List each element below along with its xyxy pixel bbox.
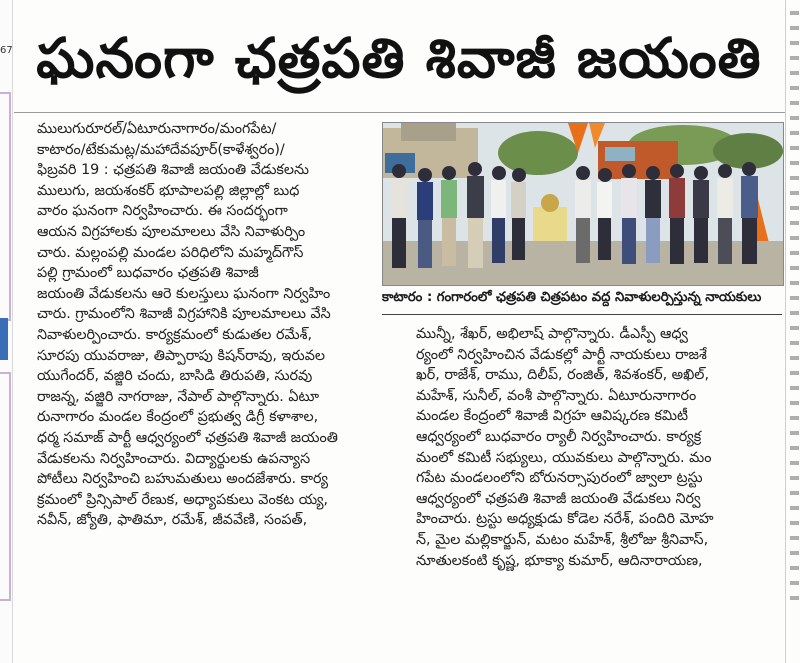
article-line: పోటీలు నిర్వహించి బహుమతులు అందజేశారు. కార్య	[37, 471, 329, 488]
caption-divider	[382, 314, 782, 315]
border-fragment	[0, 92, 11, 321]
text-fragment-mark	[790, 386, 799, 390]
text-fragment-mark	[790, 131, 799, 135]
article-line: చారు. మల్లంపల్లి మండల పరిధిలోని మహ్మద్‌గౌస్	[37, 244, 304, 261]
border-fragment	[0, 372, 11, 601]
article-line: మహేశ్, సునీల్, వంశీ పాల్గొన్నారు. ఏటూరునాగారం	[416, 387, 697, 404]
text-fragment-mark	[790, 431, 799, 435]
article-column-2	[416, 324, 780, 571]
article-line: హించారు. ట్రస్టు అధ్యక్షుడు కోడెల నరేశ్, పందిరి మోహ	[416, 511, 714, 528]
article-line: ఆధ్వర్యంలో ఛత్రపతి శివాజీ జయంతి వేడుకలు నిర్వ	[416, 490, 701, 507]
text-fragment-mark	[790, 371, 799, 375]
text-fragment-mark	[790, 596, 799, 600]
text-fragment-mark	[790, 536, 799, 540]
article-line: కాటారం/టేకుమట్ల/మహాదేవపూర్(కాళేశ్వరం)/	[37, 141, 285, 158]
text-fragment-mark	[790, 191, 799, 195]
article-line: మండల కేంద్రంలో శివాజీ విగ్రహ ఆవిష్కరణ కమిటీ	[416, 408, 689, 425]
article-line: ఆయన విగ్రహాలకు పూలమాలలు వేసి నివాళుర్పిం	[37, 223, 306, 240]
adjacent-column-left	[0, 0, 13, 663]
article-line: పల్లి గ్రామంలో బుధవారం ఛత్రపతి శివాజీ	[37, 265, 259, 282]
text-fragment-mark	[790, 551, 799, 555]
article-line: మంలో కమిటీ సభ్యులు, యువకులు పాల్గొన్నారు. మం	[416, 449, 712, 466]
text-fragment-mark	[790, 266, 799, 270]
text-fragment-mark	[790, 176, 799, 180]
text-fragment-mark	[790, 281, 799, 285]
article-line: గపేట మండలంలోని బోరునర్సాపురంలో జ్వాలా ట్రస్టు	[416, 470, 703, 487]
article-line: రునాగారం మండల కేంద్రంలో ప్రభుత్వ డిగ్రీ కళాశాల,	[37, 409, 319, 426]
text-fragment-mark	[790, 326, 799, 330]
article-line: నూతులకంటి కృష్ణ, భూక్యా కుమార్, ఆదినారాయణ,	[416, 552, 703, 569]
article-line: చారు. గ్రామంలోని శివాజీ విగ్రహానికి పూలమాలలు వేసి	[37, 306, 331, 323]
article-line: సూరపు యువరాజు, తిప్పారాపు కిషన్‌రావు, ఇరువల	[37, 347, 326, 364]
text-fragment-mark	[790, 206, 799, 210]
group-photo-illustration	[383, 123, 783, 285]
text-fragment-mark	[790, 311, 799, 315]
article-line: జయంతి వేడుకలను ఆరె కులస్తులు ఘనంగా నిర్వహిం	[37, 285, 331, 302]
article-line: యుగేందర్, వజ్జిరి చందు, బాసిడి తిరుపతి, సురవు	[37, 368, 313, 385]
text-fragment-mark	[790, 161, 799, 165]
text-fragment-mark	[790, 146, 799, 150]
text-fragment-mark	[790, 476, 799, 480]
photo-caption: కాటారం : గంగారంలో ఛత్రపతి చిత్రపటం వద్ద నివాళులర్పిస్తున్న నాయకులు	[382, 290, 762, 305]
text-fragment-mark	[790, 71, 799, 75]
text-fragment-mark	[790, 341, 799, 345]
news-photo	[382, 122, 784, 286]
adjacent-column-right	[785, 0, 800, 663]
page-number-fragment: 67	[0, 45, 13, 56]
text-fragment-mark	[790, 566, 799, 570]
text-fragment-mark	[790, 26, 799, 30]
text-fragment-mark	[790, 11, 799, 15]
article-line: ఖర్, రాజేశ్, రాము, దిలీప్, రంజిత్, శివశంకర్, అఖిల్,	[416, 367, 709, 384]
text-fragment-mark	[790, 236, 799, 240]
article-line: మున్నీ, శేఖర్, అభిలాష్ పాల్గొన్నారు. డీఎస్పీ ఆధ్వ	[416, 326, 688, 342]
text-fragment-mark	[790, 251, 799, 255]
text-fragment-mark	[790, 461, 799, 465]
text-fragment-mark	[790, 491, 799, 495]
text-fragment-mark	[790, 446, 799, 450]
blue-block-fragment	[0, 318, 8, 360]
article-line: వేడుకలను నిర్వహించారు. విద్యార్థులకు ఉపన్యాస	[37, 450, 311, 467]
text-fragment-mark	[790, 116, 799, 120]
text-fragment-mark	[790, 86, 799, 90]
headline-divider	[14, 112, 785, 113]
text-fragment-mark	[790, 56, 799, 60]
article-line: ఆధ్వర్యంలో బుధవారం ర్యాలీ నిర్వహించారు. కార్యక్ర	[416, 428, 702, 445]
headline: ఘనంగా ఛత్రపతి శివాజీ జయంతి	[36, 26, 762, 90]
article-line: రాజన్న, వజ్జిరి నాగరాజు, నేపాల్ పాల్గొన్నారు. ఏటూ	[37, 388, 320, 405]
article-line: నివాళులర్పించారు. కార్యక్రమంలో కుడుతల రమేశ్,	[37, 326, 313, 343]
article-column-1	[37, 119, 373, 531]
text-fragment-mark	[790, 221, 799, 225]
article-line: క్రమంలో ప్రిన్సిపాల్ రేణుక, అధ్యాపకులు వెంకట య్య,	[37, 491, 329, 508]
text-fragment-mark	[790, 521, 799, 525]
article-line: న్, మైల మల్లికార్జున్, మటం మహేశ్, శ్రీలోజు శ్రీనివాస్,	[416, 531, 709, 548]
article-line: ఫిబ్రవరి 19 : ఛత్రపతి శివాజీ జయంతి వేడుకలను	[37, 162, 309, 179]
article-line: నవీన్, జ్యోతి, ఫాతిమా, రమేశ్, జీవవేణి, సంపత్,	[37, 512, 308, 529]
text-fragment-mark	[790, 296, 799, 300]
text-fragment-mark	[790, 356, 799, 360]
article-line: ములుగు, జయశంకర్ భూపాలపల్లి జిల్లాల్లో బుధ	[37, 182, 300, 199]
text-fragment-mark	[790, 506, 799, 510]
article-line: ధర్మ సమాజ్ పార్టీ ఆధ్వర్యంలో ఛత్రపతి శివాజీ జయంతి	[37, 429, 338, 446]
text-fragment-mark	[790, 101, 799, 105]
text-fragment-mark	[790, 581, 799, 585]
text-fragment-mark	[790, 401, 799, 405]
text-fragment-mark	[790, 416, 799, 420]
article-line: వారం ఘనంగా నిర్వహించారు. ఈ సందర్భంగా	[37, 203, 288, 220]
text-fragment-mark	[790, 41, 799, 45]
article-line: ములుగురూరల్/ఏటూరునాగారం/మంగపేట/	[37, 121, 277, 137]
article-line: ర్యంలో నిర్వహించిన వేడుకల్లో పార్టీ నాయకులు రాజశే	[416, 346, 707, 363]
